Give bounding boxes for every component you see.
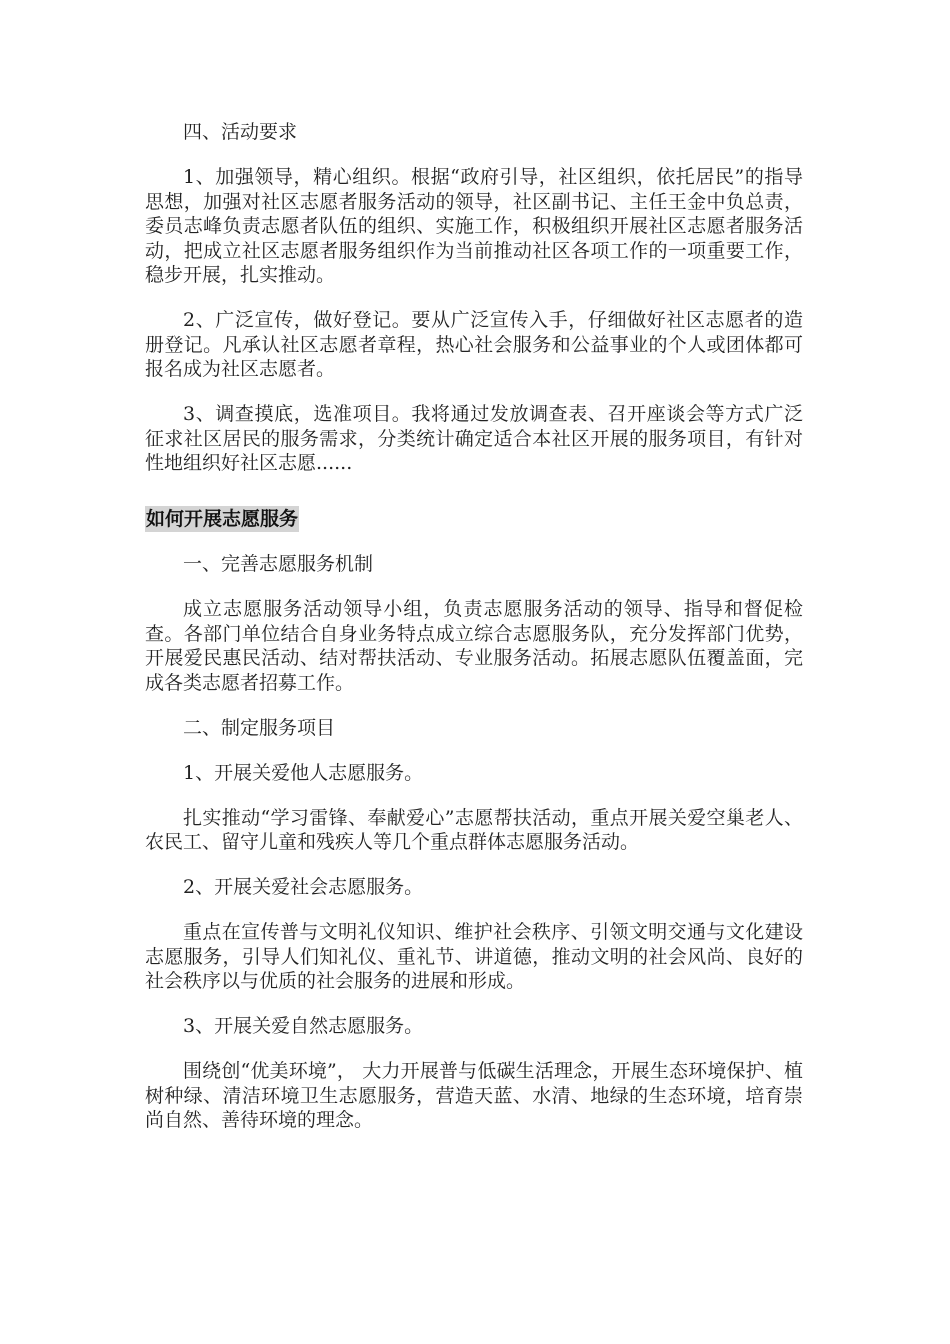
section-heading-requirements: 四、活动要求 bbox=[183, 121, 298, 143]
requirement-item-3: 3、调查摸底，选准项目。我将通过发放调查表、召开座谈会等方式广泛征求社区居民的服务需求，分类统计确定适合本社区开展的服务项目，有针对性地组织好社区志愿...... bbox=[145, 403, 803, 474]
project-1-heading: 1、开展关爱他人志愿服务。 bbox=[183, 761, 424, 784]
document-body bbox=[145, 120, 803, 1153]
article-title-wrap bbox=[145, 496, 803, 552]
project-2-text: 重点在宣传普与文明礼仪知识、维护社会秩序、引领文明交通与文化建设志愿服务，引导人们知礼仪、重礼节、讲道德，推动文明的社会风尚、良好的社会秩序以与优质的社会服务的进展和形成。 bbox=[145, 921, 803, 992]
project-3-text: 围绕创“优美环境”， 大力开展普与低碳生活理念，开展生态环境保护、植树种绿、清洁环境卫生志愿服务，营造天蓝、水清、地绿的生态环境，培育崇尚自然、善待环境的理念。 bbox=[145, 1060, 803, 1131]
project-1-text: 扎实推动“学习雷锋、奉献爱心”志愿帮扶活动，重点开展关爱空巢老人、农民工、留守儿童和残疾人等几个重点群体志愿服务活动。 bbox=[145, 806, 803, 853]
mechanism-text: 成立志愿服务活动领导小组，负责志愿服务活动的领导、指导和督促检查。各部门单位结合自身业务特点成立综合志愿服务队，充分发挥部门优势，开展爱民惠民活动、结对帮扶活动、专业服务活动。拓展志愿队伍覆盖面，完成各类志愿者招募工作。 bbox=[145, 598, 803, 694]
mechanism-heading: 一、完善志愿服务机制 bbox=[183, 553, 374, 575]
project-3-heading: 3、开展关爱自然志愿服务。 bbox=[183, 1015, 424, 1037]
article-title: 如何开展志愿服务 bbox=[146, 508, 299, 530]
requirement-item-1: 1、加强领导，精心组织。根据“政府引导，社区组织，依托居民”的指导思想，加强对社区志愿者服务活动的领导，社区副书记、主任王金中负总责，委员志峰负责志愿者队伍的组织、实施工作，积极组织开展社区志愿者服务活动，把成立社区志愿者服务组织作为当前推动社区各项工作的一项重要工作，稳步开展，扎实推动。 bbox=[145, 166, 803, 286]
requirement-item-2: 2、广泛宣传，做好登记。要从广泛宣传入手，仔细做好社区志愿者的造册登记。凡承认社区志愿者章程，热心社会服务和公益事业的个人或团体都可报名成为社区志愿者。 bbox=[145, 309, 803, 380]
project-2-heading: 2、开展关爱社会志愿服务。 bbox=[183, 876, 424, 898]
projects-heading: 二、制定服务项目 bbox=[183, 716, 336, 739]
